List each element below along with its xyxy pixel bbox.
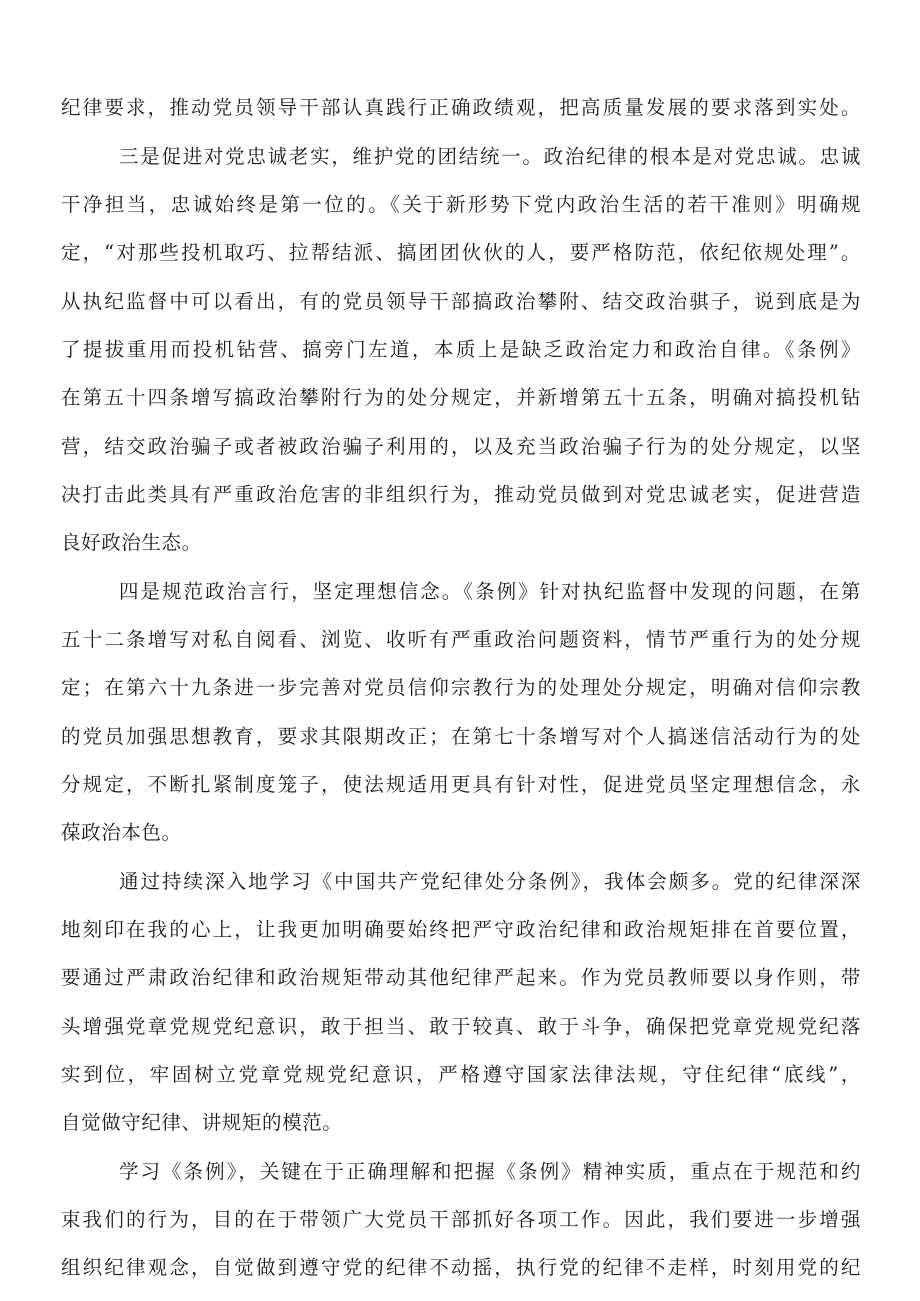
text-line: 分规定，不断扎紧制度笼子，使法规适用更具有针对性，促进党员坚定理想信念，永 (61, 773, 861, 796)
text-line: 定；在第六十九条进一步完善对党员信仰宗教行为的处理处分规定，明确对信仰宗教 (61, 676, 861, 699)
text-line: 三是促进对党忠诚老实，维护党的团结统一。政治纪律的根本是对党忠诚。忠诚 (119, 145, 861, 168)
text-line: 营，结交政治骗子或者被政治骗子利用的，以及充当政治骗子行为的处分规定，以坚 (61, 435, 861, 458)
text-line: 自觉做守纪律、讲规矩的模范。 (61, 1111, 343, 1134)
text-line: 良好政治生态。 (61, 531, 202, 554)
text-line: 决打击此类具有严重政治危害的非组织行为，推动党员做到对党忠诚老实，促进营造 (61, 483, 861, 506)
text-line: 四是规范政治言行，坚定理想信念。《条例》针对执纪监督中发现的问题，在第 (119, 580, 861, 603)
text-line: 葆政治本色。 (61, 821, 182, 844)
text-line: 干净担当，忠诚始终是第一位的。《关于新形势下党内政治生活的若干准则》明确规 (61, 193, 861, 216)
text-line: 在第五十四条增写搞政治攀附行为的处分规定，并新增第五十五条，明确对搞投机钻 (61, 386, 861, 409)
text-line: 纪律要求，推动党员领导干部认真践行正确政绩观，把高质量发展的要求落到实处。 (61, 96, 861, 119)
text-line: 学习《条例》，关键在于正确理解和把握《条例》精神实质，重点在于规范和约 (119, 1160, 861, 1183)
text-line: 地刻印在我的心上，让我更加明确要始终把严守政治纪律和政治规矩排在首要位置， (61, 918, 861, 941)
text-line: 头增强党章党规党纪意识，敢于担当、敢于较真、敢于斗争，确保把党章党规党纪落 (61, 1015, 861, 1038)
text-line: 了提拔重用而投机钻营、搞旁门左道，本质上是缺乏政治定力和政治自律。《条例》 (61, 338, 861, 361)
text-line: 定，“对那些投机取巧、拉帮结派、搞团团伙伙的人，要严格防范，依纪依规处理”。 (61, 241, 861, 264)
text-line: 通过持续深入地学习《中国共产党纪律处分条例》，我体会颇多。党的纪律深深 (119, 870, 861, 893)
text-line: 五十二条增写对私自阅看、浏览、收听有严重政治问题资料，情节严重行为的处分规 (61, 628, 861, 651)
text-line: 组织纪律观念，自觉做到遵守党的纪律不动摇，执行党的纪律不走样，时刻用党的纪 (61, 1256, 861, 1279)
text-line: 的党员加强思想教育，要求其限期改正；在第七十条增写对个人搞迷信活动行为的处 (61, 725, 861, 748)
text-line: 束我们的行为，目的在于带领广大党员干部抓好各项工作。因此，我们要进一步增强 (61, 1208, 861, 1231)
text-line: 要通过严肃政治纪律和政治规矩带动其他纪律严起来。作为党员教师要以身作则，带 (61, 966, 861, 989)
text-line: 实到位，牢固树立党章党规党纪意识，严格遵守国家法律法规，守住纪律“底线”， (61, 1063, 861, 1086)
text-line: 从执纪监督中可以看出，有的党员领导干部搞政治攀附、结交政治骐子，说到底是为 (61, 290, 861, 313)
